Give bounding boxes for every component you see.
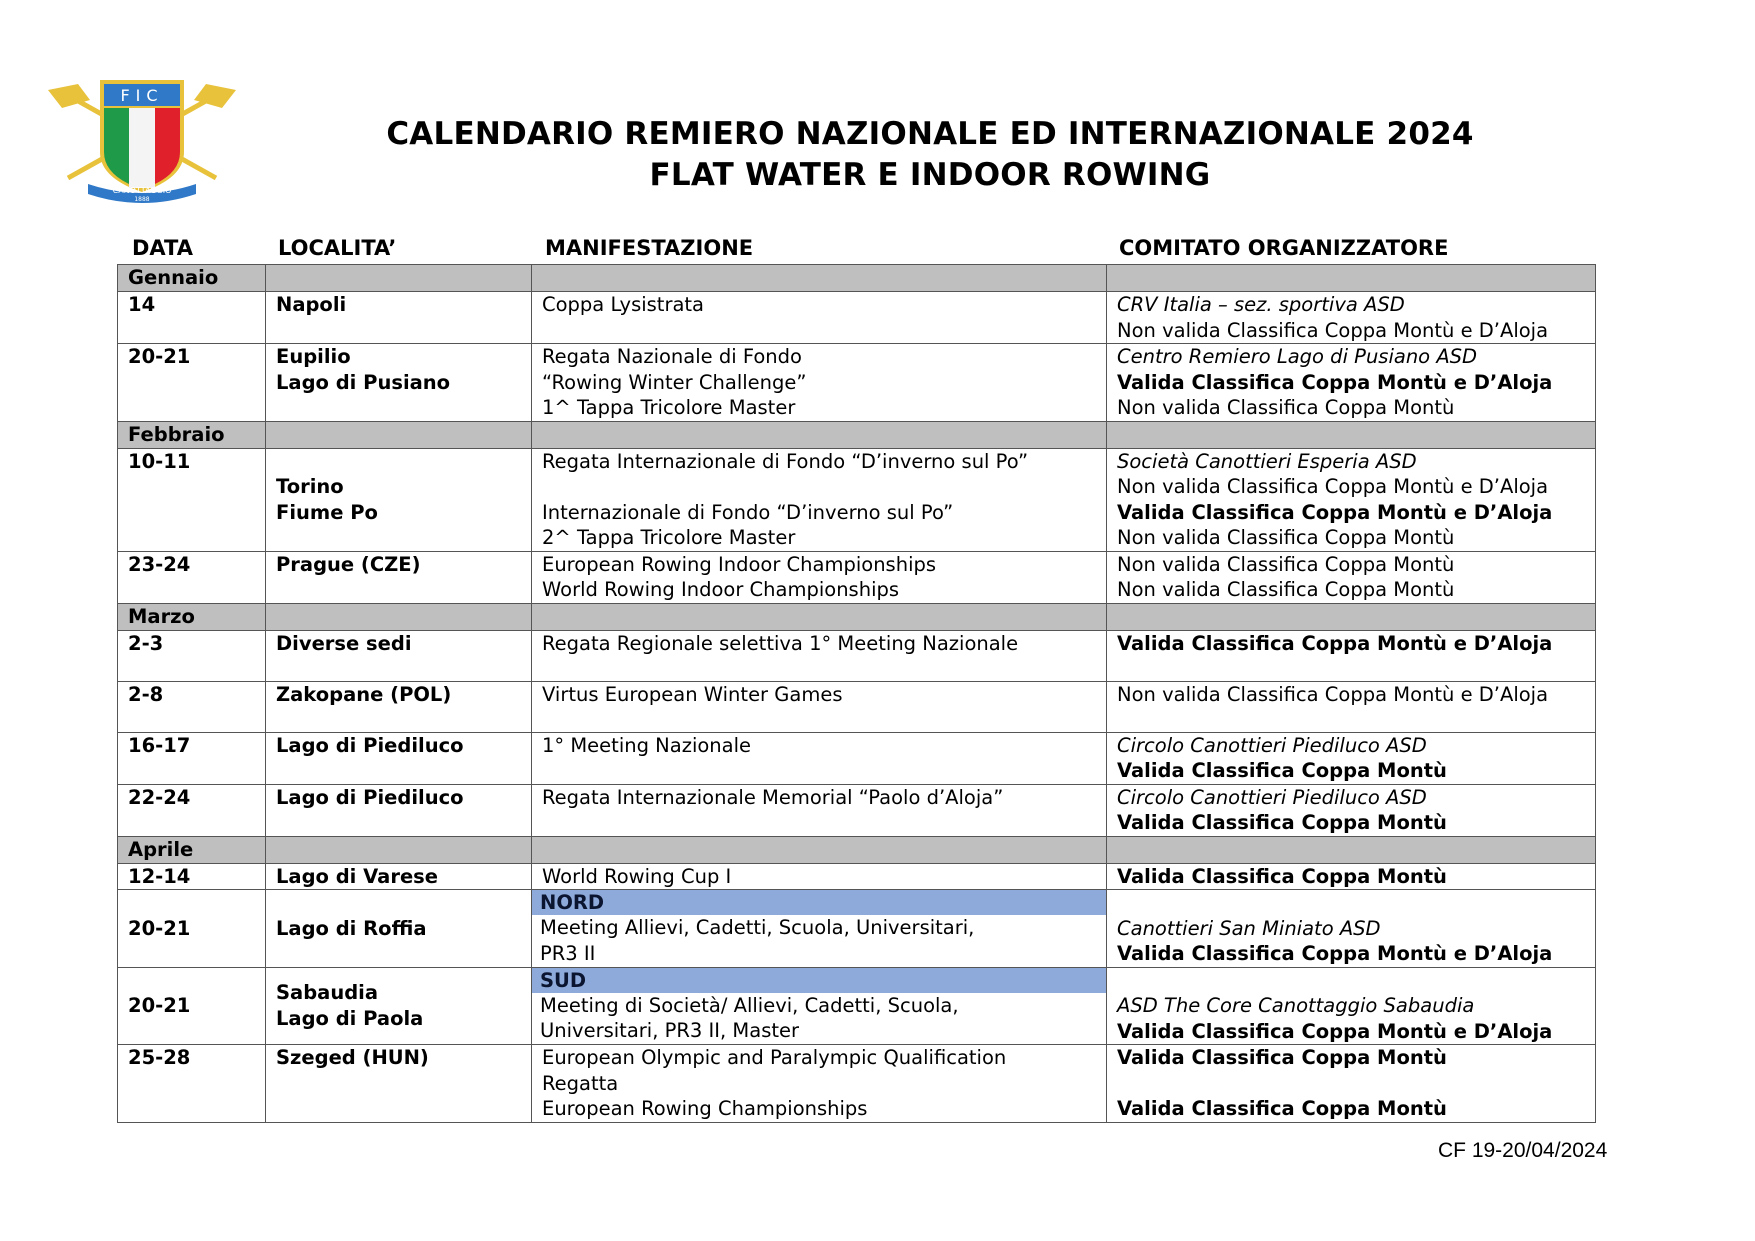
place-line: Eupilio (276, 345, 351, 368)
event-organizer (1107, 863, 1596, 890)
event-name (532, 732, 1107, 784)
table-column-headers (117, 236, 1595, 264)
event-name (532, 630, 1107, 681)
fic-rowing-shield-logo-icon (48, 80, 236, 204)
organizer-name: Circolo Canottieri Piediluco ASD (1117, 785, 1427, 809)
classification-note: Valida Classifica Coppa Montù (1117, 1046, 1447, 1069)
event-line: 2^ Tappa Tricolore Master (542, 526, 796, 549)
classification-note: Valida Classifica Coppa Montù e D’Aloja (1117, 500, 1553, 524)
month-row-empty-cell (266, 421, 532, 448)
event-row (118, 890, 1596, 968)
month-row-empty-cell (532, 603, 1107, 630)
event-place (266, 732, 532, 784)
event-row (118, 863, 1596, 890)
area-label: SUD (532, 968, 1106, 993)
organizer-name: Centro Remiero Lago di Pusiano ASD (1117, 345, 1478, 368)
column-header-localita: LOCALITA’ (278, 236, 397, 260)
title-line-1: CALENDARIO REMIERO NAZIONALE ED INTERNAZIONALE 2024 (386, 116, 1474, 152)
event-place (266, 630, 532, 681)
organizer-name: CRV Italia – sez. sportiva ASD (1117, 293, 1405, 316)
place-line: Torino (276, 475, 344, 498)
event-row (118, 630, 1596, 681)
place-line (276, 449, 521, 475)
calendar-table (117, 264, 1596, 1123)
month-row-empty-cell (1107, 603, 1596, 630)
event-name (532, 681, 1107, 732)
event-place (266, 967, 532, 1045)
event-date: 14 (118, 292, 266, 344)
event-name (532, 551, 1107, 603)
month-name: Febbraio (118, 421, 266, 448)
event-line: “Rowing Winter Challenge” (542, 370, 807, 394)
classification-note: Valida Classifica Coppa Montù e D’Aloja (1117, 1019, 1553, 1043)
event-line (542, 474, 1096, 500)
classification-note: Valida Classifica Coppa Montù e D’Aloja (1117, 370, 1553, 394)
event-row (118, 732, 1596, 784)
classification-note: Non valida Classifica Coppa Montù e D’Aloja (1117, 682, 1549, 706)
event-organizer (1107, 448, 1596, 551)
event-organizer (1107, 890, 1596, 968)
event-organizer (1107, 292, 1596, 344)
event-place (266, 448, 532, 551)
event-row (118, 967, 1596, 1045)
month-row-empty-cell (1107, 836, 1596, 863)
event-place (266, 551, 532, 603)
month-name: Aprile (118, 836, 266, 863)
month-row-empty-cell (266, 265, 532, 292)
month-row-empty-cell (532, 836, 1107, 863)
event-organizer (1107, 732, 1596, 784)
event-date: 22-24 (118, 784, 266, 836)
classification-note: Non valida Classifica Coppa Montù e D’Aloja (1117, 318, 1549, 342)
event-organizer (1107, 344, 1596, 422)
event-date: 20-21 (118, 967, 266, 1045)
event-line: Regata Regionale selettiva 1° Meeting Nazionale (542, 631, 1019, 655)
place-line: Diverse sedi (276, 631, 412, 655)
event-line: Regata Internazionale di Fondo “D’inverno sul Po” (542, 449, 1029, 473)
classification-note: Valida Classifica Coppa Montù e D’Aloja (1117, 631, 1553, 655)
place-line: Prague (CZE) (276, 552, 421, 576)
event-line: Universitari, PR3 II, Master (540, 1019, 800, 1042)
event-organizer (1107, 967, 1596, 1045)
event-row (118, 551, 1596, 603)
classification-note (1117, 1071, 1585, 1097)
event-organizer (1107, 1045, 1596, 1123)
month-row (118, 421, 1596, 448)
event-line: European Rowing Championships (542, 1097, 868, 1120)
place-line: Lago di Pusiano (276, 370, 451, 394)
event-name (532, 292, 1107, 344)
event-row (118, 784, 1596, 836)
footer-note: CF 19-20/04/2024 (1438, 1139, 1608, 1162)
event-name (532, 448, 1107, 551)
classification-note: Non valida Classifica Coppa Montù (1117, 578, 1455, 601)
event-line: Regatta (542, 1071, 619, 1095)
logo-banner-text: CANOTTAGGIO (112, 186, 172, 195)
event-line: European Olympic and Paralympic Qualification (542, 1046, 1007, 1069)
month-row-empty-cell (532, 265, 1107, 292)
month-row-empty-cell (266, 836, 532, 863)
month-row-empty-cell (532, 421, 1107, 448)
organizer-name: ASD The Core Canottaggio Sabaudia (1117, 994, 1475, 1017)
place-line: Fiume Po (276, 500, 378, 524)
event-name (532, 1045, 1107, 1123)
event-place (266, 784, 532, 836)
logo-acronym: FIC (120, 86, 164, 105)
event-line: PR3 II (540, 941, 596, 965)
event-lines (532, 993, 1106, 1044)
logo-banner-year: 1888 (134, 196, 150, 203)
area-label: NORD (532, 890, 1106, 915)
month-row (118, 603, 1596, 630)
fic-logo (48, 80, 236, 204)
event-line: 1° Meeting Nazionale (542, 733, 752, 757)
event-place (266, 1045, 532, 1123)
place-line: Lago di Piediluco (276, 733, 464, 757)
month-row (118, 836, 1596, 863)
event-line: Regata Nazionale di Fondo (542, 345, 802, 368)
event-row (118, 1045, 1596, 1123)
classification-note (1117, 968, 1585, 994)
event-place (266, 292, 532, 344)
classification-note: Valida Classifica Coppa Montù (1117, 811, 1447, 834)
event-organizer (1107, 681, 1596, 732)
organizer-name: Canottieri San Miniato ASD (1117, 916, 1381, 940)
classification-note: Valida Classifica Coppa Montù (1117, 1097, 1447, 1120)
event-line: Virtus European Winter Games (542, 682, 843, 706)
event-line: Coppa Lysistrata (542, 293, 705, 316)
column-header-data: DATA (132, 236, 194, 260)
event-lines (532, 915, 1106, 966)
event-row (118, 681, 1596, 732)
place-line: Zakopane (POL) (276, 682, 452, 706)
event-organizer (1107, 630, 1596, 681)
event-organizer (1107, 551, 1596, 603)
event-place (266, 344, 532, 422)
event-line: European Rowing Indoor Championships (542, 552, 937, 576)
classification-note: Valida Classifica Coppa Montù e D’Aloja (1117, 942, 1553, 965)
event-date: 12-14 (118, 863, 266, 890)
organizer-name: Circolo Canottieri Piediluco ASD (1117, 733, 1427, 757)
classification-note: Non valida Classifica Coppa Montù (1117, 552, 1455, 576)
classification-note (1117, 890, 1585, 916)
place-line: Lago di Roffia (276, 916, 427, 940)
classification-note: Valida Classifica Coppa Montù (1117, 759, 1447, 782)
classification-note: Non valida Classifica Coppa Montù e D’Aloja (1117, 475, 1549, 498)
event-name (532, 967, 1107, 1045)
place-line: Napoli (276, 293, 347, 316)
event-organizer (1107, 784, 1596, 836)
classification-note: Non valida Classifica Coppa Montù (1117, 396, 1455, 419)
page-title (300, 114, 1560, 196)
place-line: Lago di Paola (276, 1006, 424, 1030)
event-line: Regata Internazionale Memorial “Paolo d’Aloja” (542, 785, 1004, 809)
event-name (532, 344, 1107, 422)
event-place (266, 890, 532, 968)
event-name (532, 784, 1107, 836)
event-line: Meeting Allievi, Cadetti, Scuola, Universitari, (540, 916, 975, 939)
event-line: Meeting di Società/ Allievi, Cadetti, Scuola, (540, 993, 959, 1017)
month-row-empty-cell (1107, 421, 1596, 448)
place-line: Lago di Varese (276, 864, 439, 888)
event-date: 2-3 (118, 630, 266, 681)
month-row-empty-cell (1107, 265, 1596, 292)
event-date: 10-11 (118, 448, 266, 551)
event-date: 16-17 (118, 732, 266, 784)
event-date: 23-24 (118, 551, 266, 603)
place-line: Szeged (HUN) (276, 1046, 429, 1069)
event-line: 1^ Tappa Tricolore Master (542, 396, 796, 419)
event-date: 25-28 (118, 1045, 266, 1123)
month-row (118, 265, 1596, 292)
place-line: Lago di Piediluco (276, 785, 464, 809)
event-date: 20-21 (118, 890, 266, 968)
organizer-name: Società Canottieri Esperia ASD (1117, 449, 1417, 473)
classification-note: Non valida Classifica Coppa Montù (1117, 526, 1455, 549)
event-line: World Rowing Cup I (542, 864, 732, 888)
event-name (532, 863, 1107, 890)
month-name: Gennaio (118, 265, 266, 292)
column-header-comitato: COMITATO ORGANIZZATORE (1119, 236, 1449, 260)
event-place (266, 863, 532, 890)
event-row (118, 344, 1596, 422)
place-line: Sabaudia (276, 981, 379, 1005)
calendar-table-body (118, 265, 1596, 1123)
event-date: 2-8 (118, 681, 266, 732)
title-line-2: FLAT WATER E INDOOR ROWING (649, 157, 1211, 193)
event-name (532, 890, 1107, 968)
event-line: Internazionale di Fondo “D’inverno sul Po” (542, 500, 954, 524)
classification-note: Valida Classifica Coppa Montù (1117, 864, 1447, 888)
column-header-manifestazione: MANIFESTAZIONE (545, 236, 754, 260)
event-row (118, 292, 1596, 344)
event-date: 20-21 (118, 344, 266, 422)
event-place (266, 681, 532, 732)
event-line: World Rowing Indoor Championships (542, 578, 900, 601)
month-row-empty-cell (266, 603, 532, 630)
month-name: Marzo (118, 603, 266, 630)
event-row (118, 448, 1596, 551)
